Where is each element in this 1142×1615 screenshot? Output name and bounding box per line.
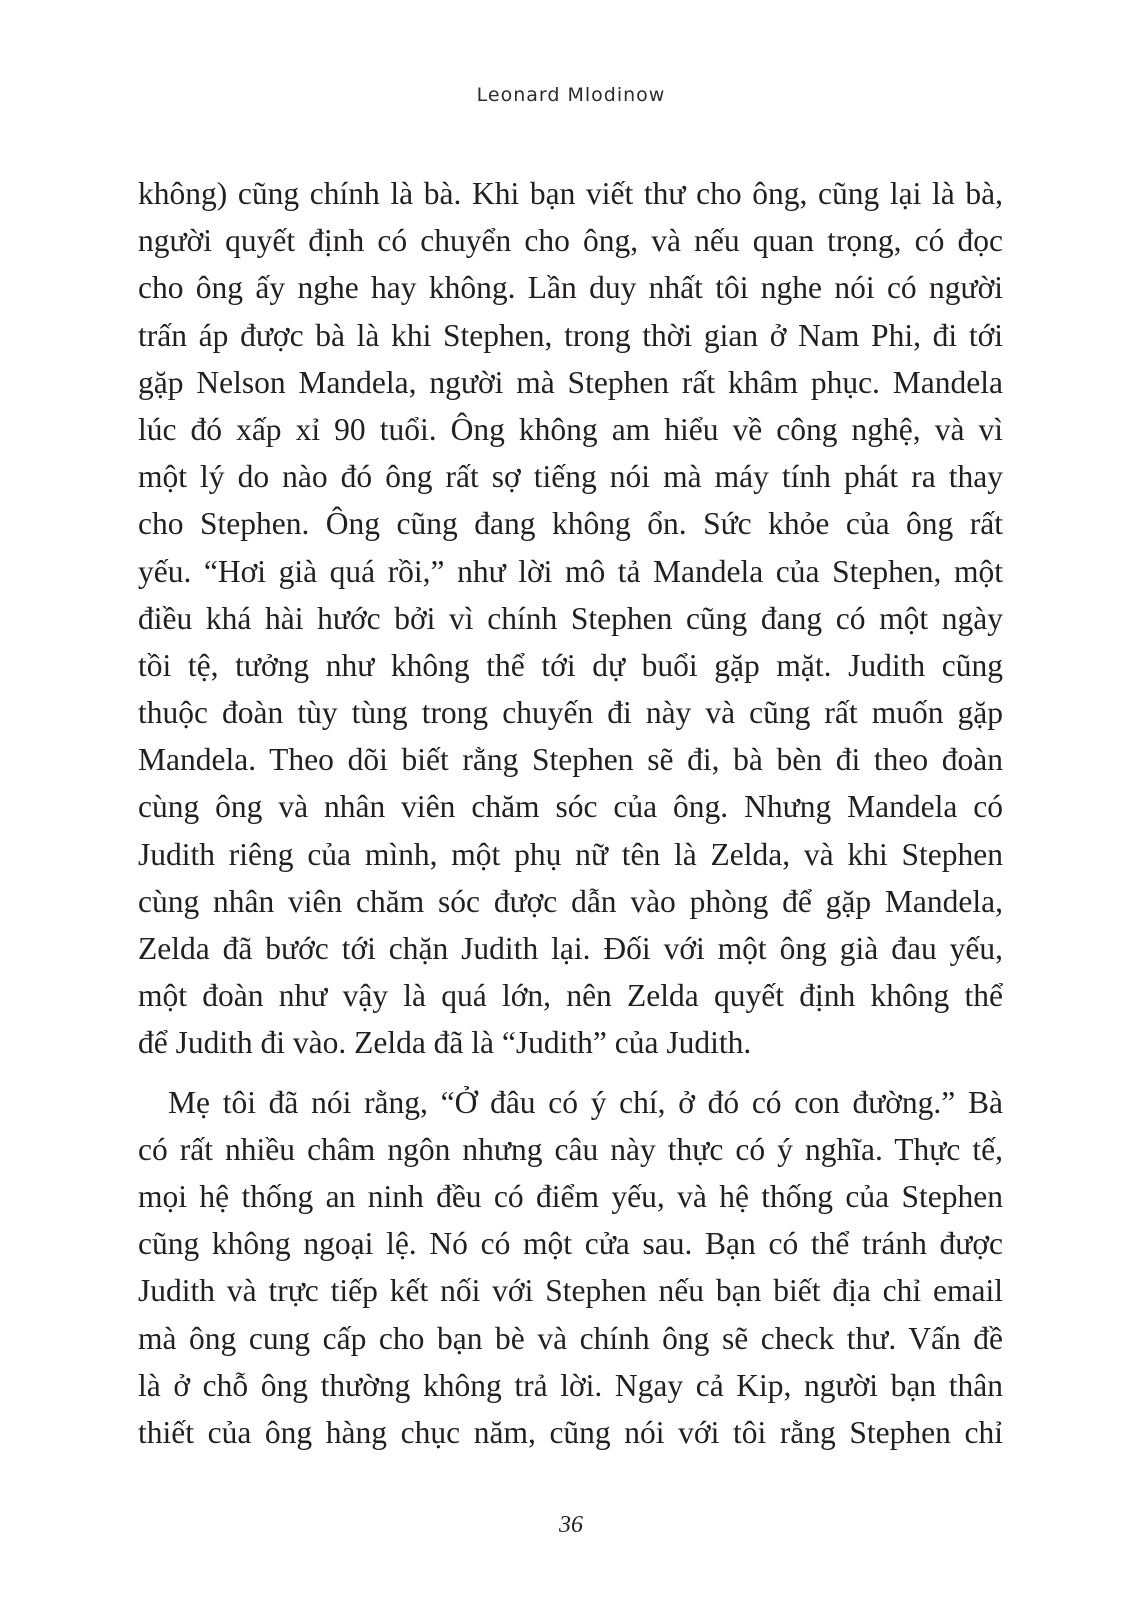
text-line: yếu. “Hơi già quá rồi,” như lời mô tả Mandela của Stephen, một — [138, 553, 1003, 589]
text-line: người quyết định có chuyển cho ông, và nếu quan trọng, có đọc — [138, 223, 1003, 259]
text-line: Mandela. Theo dõi biết rằng Stephen sẽ đi, bà bèn đi theo đoàn — [138, 742, 1003, 778]
text-line: một đoàn như vậy là quá lớn, nên Zelda quyết định không thể — [138, 978, 1003, 1014]
text-line: cùng ông và nhân viên chăm sóc của ông. Nhưng Mandela có — [138, 789, 1003, 825]
text-line: thuộc đoàn tùy tùng trong chuyến đi này và cũng rất muốn gặp — [138, 695, 1003, 731]
text-line: là ở chỗ ông thường không trả lời. Ngay cả Kip, người bạn thân — [138, 1367, 1003, 1403]
text-line: mọi hệ thống an ninh đều có điểm yếu, và hệ thống của Stephen — [138, 1178, 1003, 1214]
text-line: tồi tệ, tưởng như không thể tới dự buổi gặp mặt. Judith cũng — [138, 647, 1003, 683]
text-line: Judith riêng của mình, một phụ nữ tên là Zelda, và khi Stephen — [138, 836, 1003, 872]
text-line: cũng không ngoại lệ. Nó có một cửa sau. Bạn có thể tránh được — [138, 1226, 1003, 1262]
text-line: Judith và trực tiếp kết nối với Stephen nếu bạn biết địa chỉ email — [138, 1273, 1003, 1309]
text-line: mà ông cung cấp cho bạn bè và chính ông sẽ check thư. Vấn đề — [138, 1320, 1003, 1356]
text-line: không) cũng chính là bà. Khi bạn viết thư cho ông, cũng lại là bà, — [138, 176, 1003, 211]
text-line: có rất nhiều châm ngôn nhưng câu này thực có ý nghĩa. Thực tế, — [138, 1131, 1003, 1167]
text-line: lúc đó xấp xỉ 90 tuổi. Ông không am hiểu về công nghệ, và vì — [138, 411, 1003, 447]
text-line: cùng nhân viên chăm sóc được dẫn vào phòng để gặp Mandela, — [138, 883, 1003, 919]
text-line: một lý do nào đó ông rất sợ tiếng nói mà máy tính phát ra thay — [138, 459, 1003, 495]
text-line: Mẹ tôi đã nói rằng, “Ở đâu có ý chí, ở đó có con đường.” Bà — [168, 1084, 1003, 1120]
text-line: để Judith đi vào. Zelda đã là “Judith” của Judith. — [138, 1025, 752, 1061]
text-line: Zelda đã bước tới chặn Judith lại. Đối với một ông già đau yếu, — [138, 931, 1003, 966]
running-head-author: Leonard Mlodinow — [476, 84, 666, 106]
paragraph-1 — [138, 170, 1003, 1067]
text-line: trấn áp được bà là khi Stephen, trong thời gian ở Nam Phi, đi tới — [138, 317, 1003, 353]
body-text — [138, 170, 1003, 1456]
text-line: cho ông ấy nghe hay không. Lần duy nhất tôi nghe nói có người — [138, 270, 1003, 306]
page-number: 36 — [559, 1512, 583, 1538]
text-line: thiết của ông hàng chục năm, cũng nói với tôi rằng Stephen chỉ — [138, 1414, 1003, 1450]
text-line: điều khá hài hước bởi vì chính Stephen cũng đang có một ngày — [138, 600, 1003, 636]
text-line: cho Stephen. Ông cũng đang không ổn. Sức khỏe của ông rất — [138, 506, 1003, 542]
text-line: gặp Nelson Mandela, người mà Stephen rất khâm phục. Mandela — [138, 364, 1003, 400]
paragraph-2 — [138, 1079, 1003, 1457]
